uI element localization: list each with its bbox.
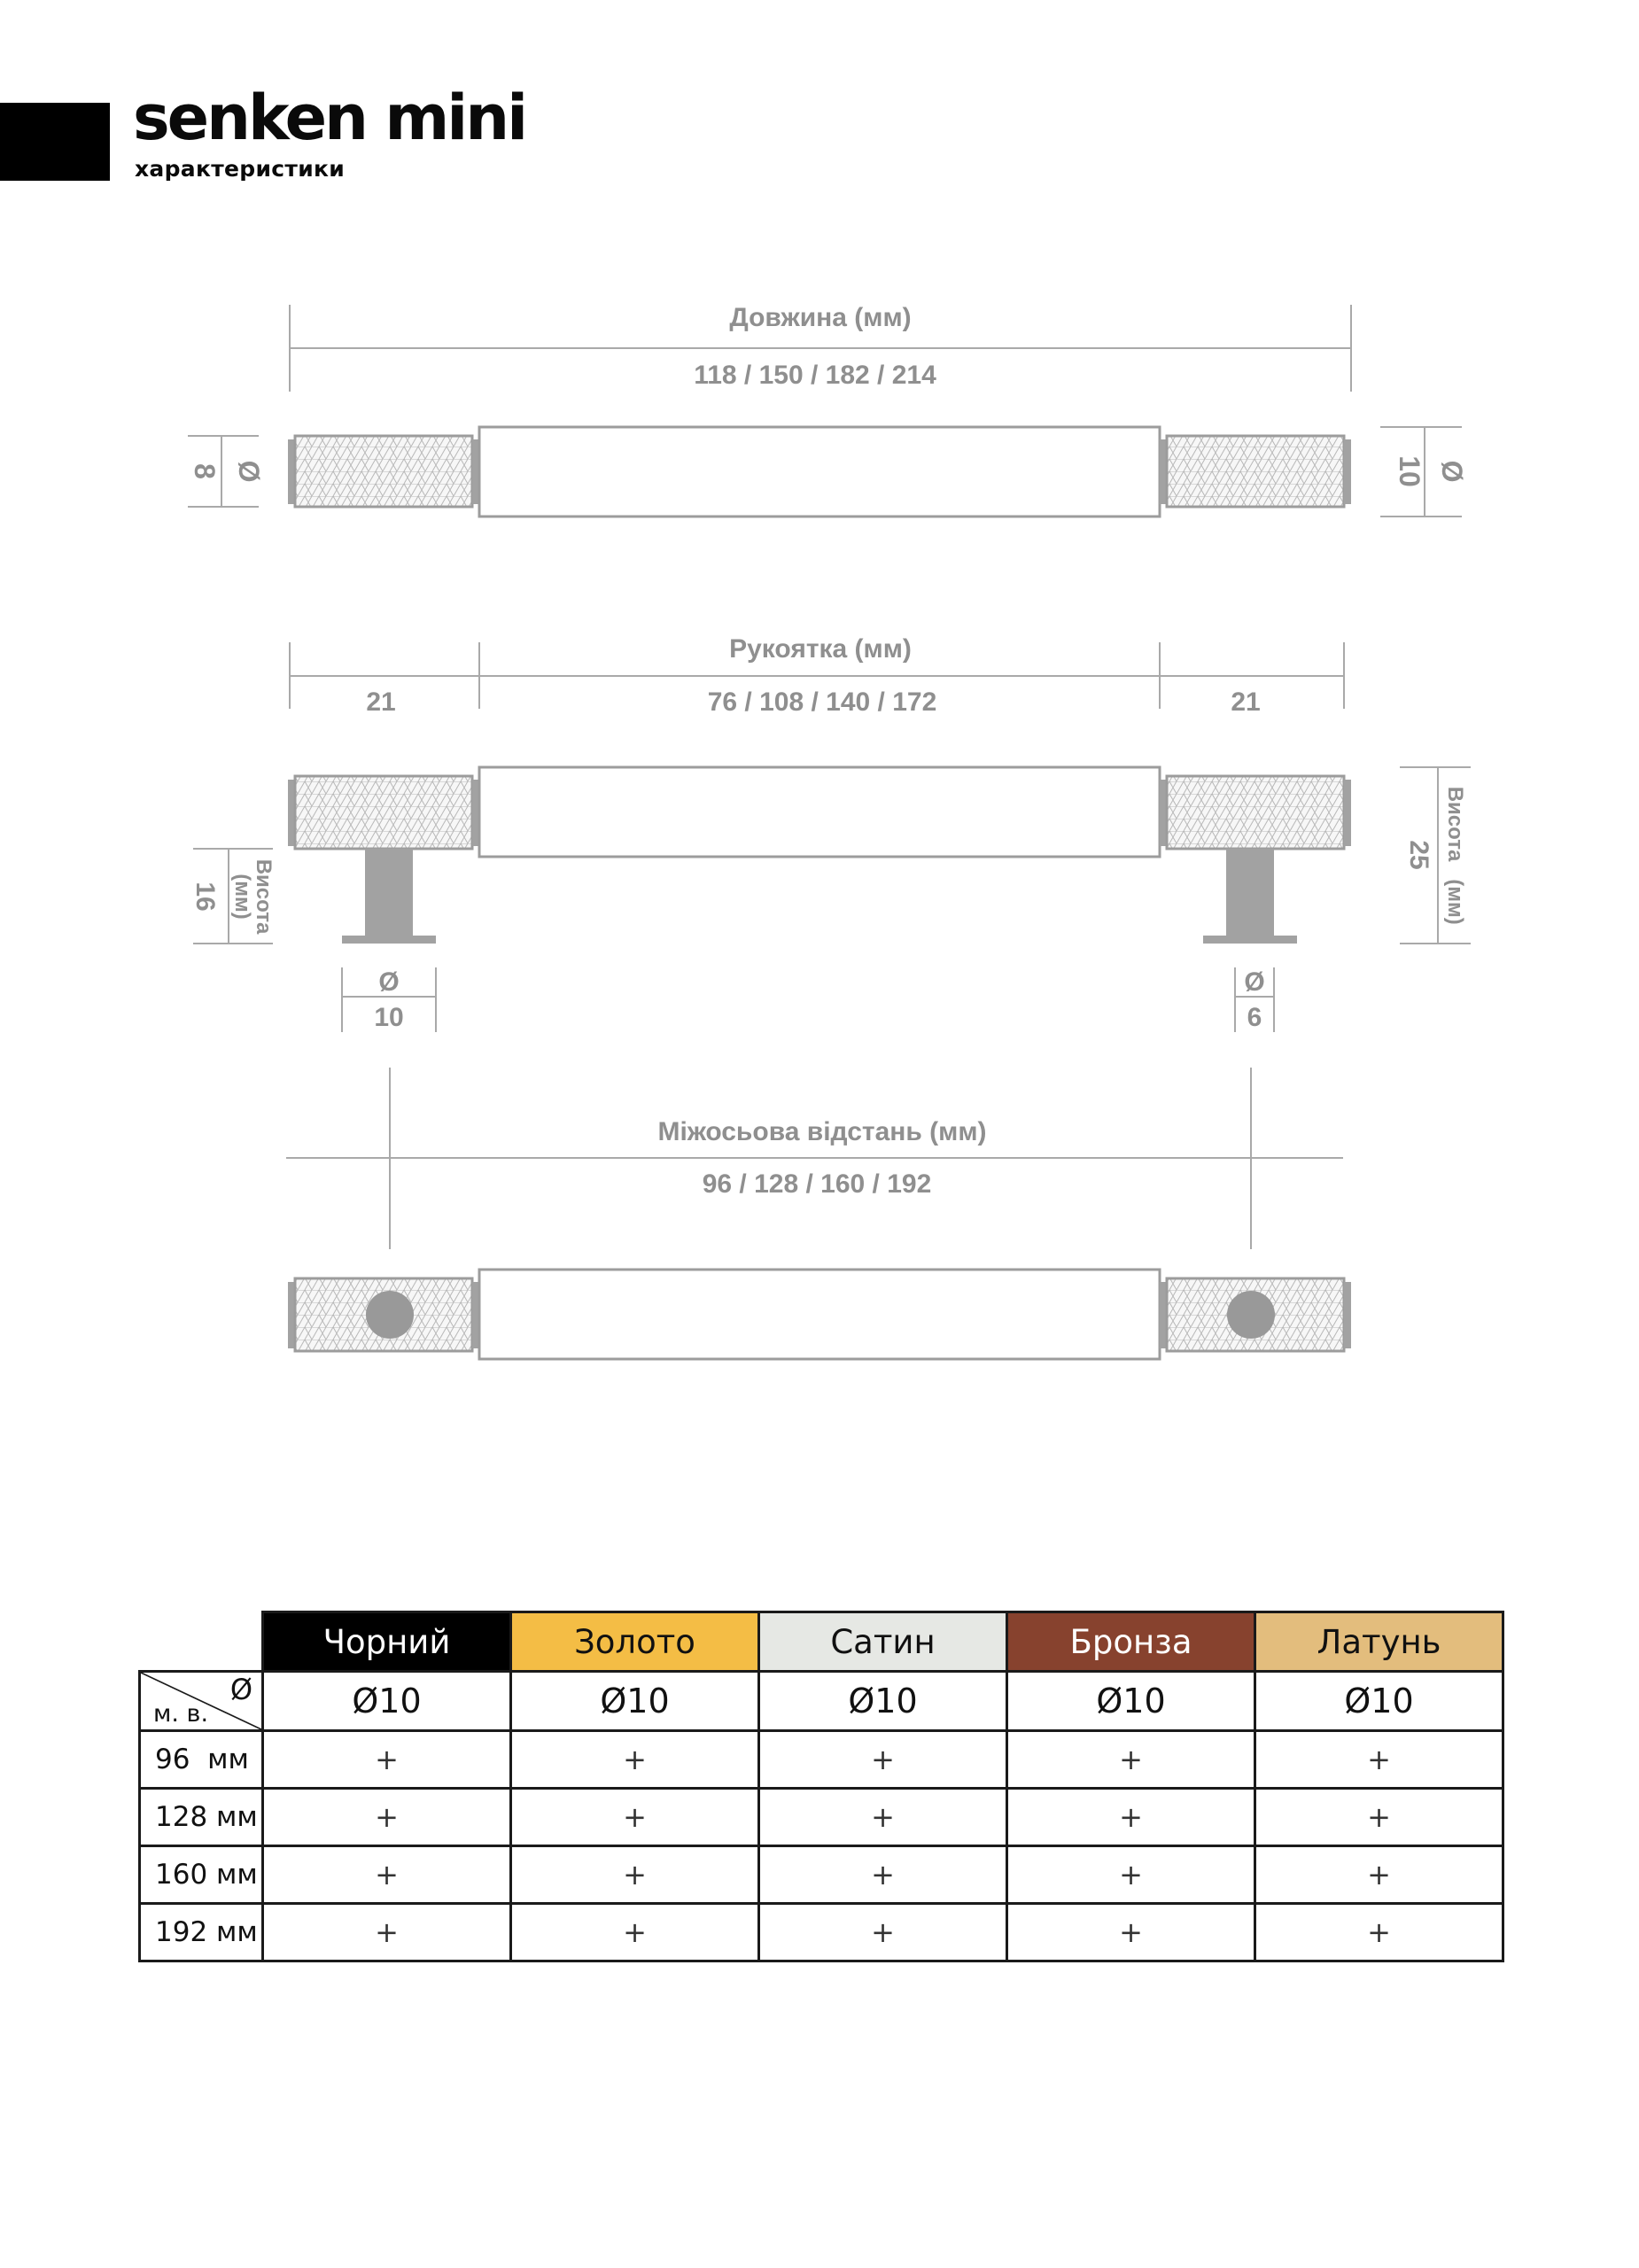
diameter-cell: Ø10 [263,1672,511,1731]
availability-mark: + [759,1731,1007,1789]
table-row [140,1904,1503,1961]
brand-subtitle: характеристики [135,156,346,182]
finish-header-bronze: Бронза [1007,1612,1255,1672]
spacing-label: Міжосьова відстань (мм) [657,1117,987,1146]
table-diameter-row [140,1672,1503,1731]
left-height-label: Висота [252,858,276,935]
table-row [140,1846,1503,1904]
row-label: 160 мм [140,1846,263,1904]
finish-header-black: Чорний [263,1612,511,1672]
finish-header-brass: Латунь [1255,1612,1503,1672]
availability-mark: + [759,1846,1007,1904]
diameter-cell: Ø10 [1255,1672,1503,1731]
finish-header-gold: Золото [511,1612,759,1672]
availability-mark: + [1007,1731,1255,1789]
availability-mark: + [759,1789,1007,1846]
right-height-label: Висота [1443,786,1467,862]
availability-mark: + [263,1904,511,1961]
left-post-diameter-symbol: Ø [378,967,400,997]
right-end-length: 21 [1231,687,1261,717]
handle-label: Рукоятка (мм) [729,634,912,664]
left-height-unit: (мм) [230,874,254,920]
row-label: 96 мм [140,1731,263,1789]
left-height-value: 16 [190,882,220,912]
handle-values: 76 / 108 / 140 / 172 [707,687,937,717]
availability-mark: + [1255,1789,1503,1846]
availability-mark: + [511,1789,759,1846]
row-label: 128 мм [140,1789,263,1846]
corner-mounting-label: м. в. [153,1700,209,1728]
length-values: 118 / 150 / 182 / 214 [694,361,936,390]
left-mounting-hole [366,1291,414,1339]
availability-mark: + [1007,1846,1255,1904]
view-handle [190,634,1471,1032]
right-diameter-value: 10 [1394,455,1425,487]
finish-availability-table [138,1611,1504,1962]
availability-mark: + [1255,1731,1503,1789]
left-diameter-symbol: Ø [233,460,265,483]
availability-mark: + [759,1904,1007,1961]
availability-mark: + [263,1789,511,1846]
left-end-length: 21 [366,687,396,717]
availability-mark: + [1255,1846,1503,1904]
right-base [1203,936,1297,944]
brand-title: senken mini [133,82,526,154]
availability-mark: + [511,1846,759,1904]
availability-mark: + [263,1731,511,1789]
table-corner-cell [140,1672,263,1731]
table-empty-corner [140,1612,263,1672]
diameter-cell: Ø10 [1007,1672,1255,1731]
view-spacing [286,1068,1351,1359]
right-mounting-hole [1227,1291,1275,1339]
availability-mark: + [263,1846,511,1904]
diameter-cell: Ø10 [759,1672,1007,1731]
corner-diameter-symbol: Ø [229,1673,252,1706]
right-height-value: 25 [1404,840,1433,870]
right-post-diameter-value: 6 [1247,1003,1262,1032]
availability-mark: + [511,1904,759,1961]
row-label: 192 мм [140,1904,263,1961]
left-post-diameter-value: 10 [374,1003,404,1032]
right-height-unit: (мм) [1443,879,1467,925]
table-row [140,1731,1503,1789]
availability-mark: + [511,1731,759,1789]
left-base [342,936,436,944]
spacing-values: 96 / 128 / 160 / 192 [702,1169,932,1199]
right-post-diameter-symbol: Ø [1244,967,1265,997]
right-diameter-symbol: Ø [1436,460,1468,483]
left-diameter-value: 8 [189,463,221,479]
table-row [140,1789,1503,1846]
availability-mark: + [1007,1904,1255,1961]
view-length [188,303,1468,517]
finish-header-satin: Сатин [759,1612,1007,1672]
availability-mark: + [1255,1904,1503,1961]
left-post [365,849,413,936]
diameter-cell: Ø10 [511,1672,759,1731]
right-post [1226,849,1274,936]
length-label: Довжина (мм) [729,303,912,332]
availability-mark: + [1007,1789,1255,1846]
table-header-row [140,1612,1503,1672]
